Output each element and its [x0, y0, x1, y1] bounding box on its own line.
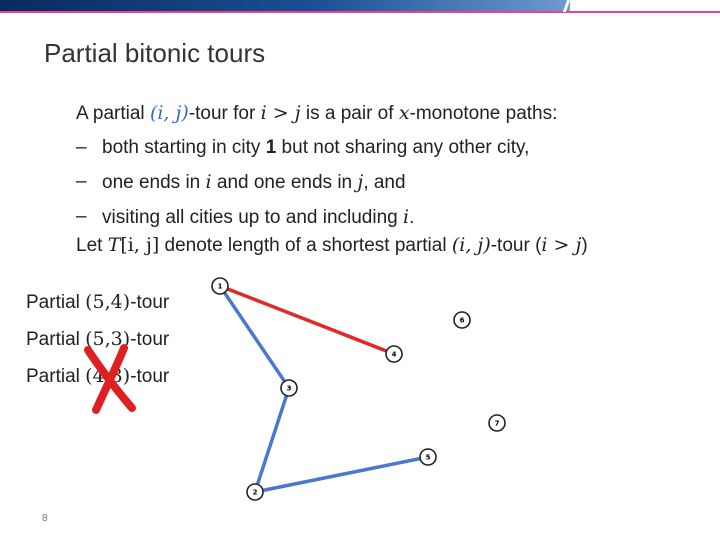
- page-number: 8: [42, 513, 48, 524]
- tour-pair: (4,3): [85, 365, 131, 387]
- node-label: 6: [459, 316, 465, 325]
- math-pair: (i, j): [451, 234, 491, 256]
- text: -tour for: [188, 103, 261, 124]
- node-label: 4: [391, 350, 397, 359]
- math-pair: (i, j): [149, 102, 189, 124]
- text: -tour: [130, 366, 170, 387]
- math-x: x: [398, 102, 410, 124]
- city-node-1: [212, 278, 228, 294]
- math-inequality: i > j: [260, 102, 301, 124]
- blue-path: [220, 286, 428, 492]
- tour-pair: (5,3): [85, 328, 131, 350]
- math-i: i: [205, 171, 212, 193]
- dash-bullet: –: [76, 137, 87, 158]
- math-T: T: [107, 234, 121, 256]
- text: and one ends in: [211, 172, 358, 193]
- text: both starting in city: [102, 137, 266, 158]
- node-label: 2: [252, 488, 258, 497]
- red-x-mark-icon: [88, 348, 132, 410]
- math-inequality: i > j: [541, 234, 582, 256]
- city-node-5: [420, 449, 436, 465]
- text: -tour: [130, 329, 170, 350]
- text: visiting all cities up to and including: [102, 207, 404, 228]
- tour-pair: (5,4): [85, 291, 131, 313]
- text: Partial: [26, 292, 86, 313]
- text: -tour: [130, 292, 170, 313]
- text: one ends in: [102, 172, 206, 193]
- text: but not sharing any other city,: [276, 137, 530, 158]
- text: Partial: [26, 366, 86, 387]
- text: -monotone paths:: [409, 103, 558, 124]
- dash-bullet: –: [76, 206, 87, 227]
- text: Partial: [26, 329, 86, 350]
- city-one: 1: [265, 137, 277, 158]
- text: , and: [363, 172, 406, 193]
- city-node-7: [489, 415, 505, 431]
- node-label: 5: [425, 453, 431, 462]
- text: A partial: [76, 103, 150, 124]
- node-label: 3: [286, 384, 292, 393]
- math-j: j: [357, 171, 364, 193]
- city-node-6: [454, 312, 470, 328]
- node-label: 1: [217, 282, 223, 291]
- text: .: [409, 207, 415, 228]
- text: is a pair of: [300, 103, 399, 124]
- city-node-2: [247, 484, 263, 500]
- math-index: [i, j]: [120, 234, 160, 256]
- node-label: 7: [494, 419, 500, 428]
- slide-title: Partial bitonic tours: [44, 38, 266, 68]
- text: denote length of a shortest partial: [159, 235, 452, 256]
- text: Let: [76, 235, 108, 256]
- red-path-edge-1-4: [220, 286, 394, 354]
- text: ): [581, 235, 588, 256]
- city-node-3: [281, 380, 297, 396]
- math-i: i: [403, 206, 410, 228]
- dash-bullet: –: [76, 171, 87, 192]
- city-node-4: [386, 346, 402, 362]
- text: -tour (: [490, 235, 542, 256]
